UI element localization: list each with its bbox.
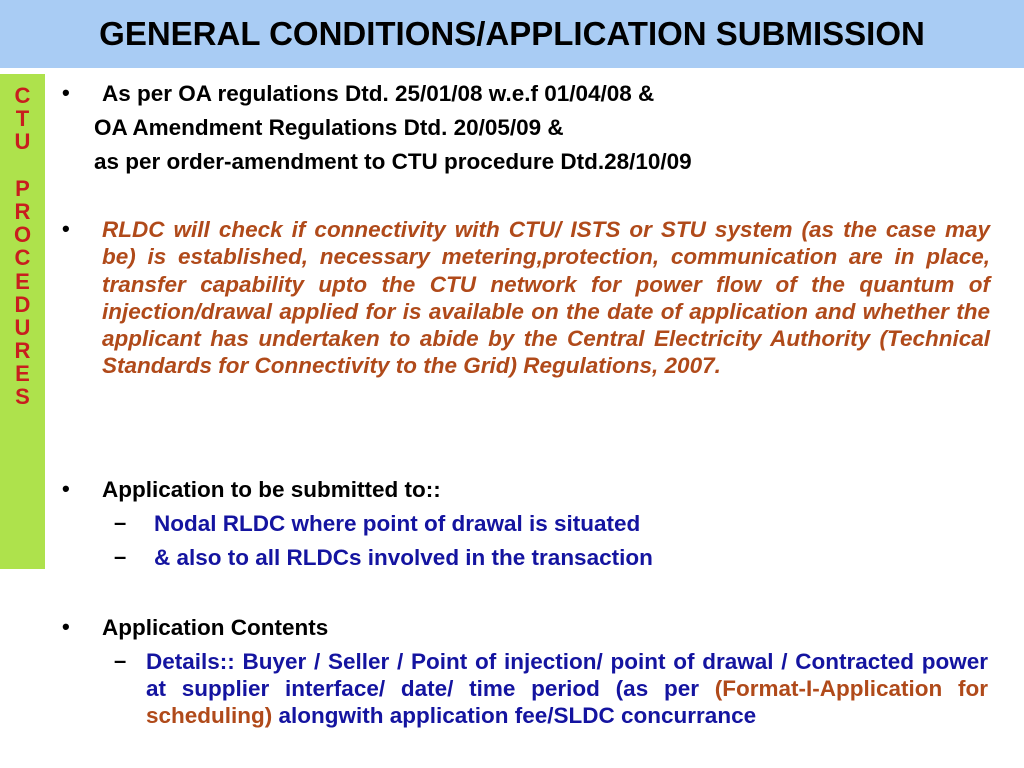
submission-heading: Application to be submitted to:: xyxy=(102,477,441,502)
slide-title: GENERAL CONDITIONS/APPLICATION SUBMISSION xyxy=(99,15,925,52)
side-letter-spacer xyxy=(0,154,45,177)
contents-details xyxy=(146,648,988,730)
side-letter: D xyxy=(14,291,31,317)
format-reference: (Format-I-Application for scheduling) xyxy=(146,676,988,729)
title-bar xyxy=(0,0,1024,68)
rldc-check-text: RLDC will check if connectivity with CTU/ ISTS or STU system (as the case may be) is established, necessary metering,protection, communication are in place, transfer capability upto the CTU network for power flow of the quantum of injection/drawal applied for is available on the date of application and whether the applicant has undertaken to abide by the Central Electricity Authority (Technical Standards for Connectivity to the Grid) Regulations, 2007. xyxy=(102,217,990,379)
sub-dash: – xyxy=(114,544,127,569)
contents-details-part3: alongwith application fee/SLDC concurrance xyxy=(272,703,757,729)
side-label-bar xyxy=(0,74,45,569)
side-letter: R xyxy=(14,198,31,224)
side-letter: S xyxy=(15,384,30,410)
bullet-symbol: • xyxy=(62,216,70,241)
side-letter: E xyxy=(15,268,30,294)
side-letter: U xyxy=(14,129,31,155)
regulations-line-3: as per order-amendment to CTU procedure Dtd.28/10/09 xyxy=(94,149,692,174)
side-letter: P xyxy=(15,175,30,201)
side-letter: U xyxy=(14,314,31,340)
bullet-symbol: • xyxy=(62,476,70,501)
regulations-line-1: As per OA regulations Dtd. 25/01/08 w.e.f 01/04/08 & xyxy=(102,81,655,106)
regulations-line-2: OA Amendment Regulations Dtd. 20/05/09 & xyxy=(94,115,564,140)
submission-nodal-rldc: Nodal RLDC where point of drawal is situated xyxy=(154,511,641,536)
sub-dash: – xyxy=(114,648,127,673)
side-letter: O xyxy=(13,222,32,248)
side-letter: T xyxy=(15,106,30,132)
sub-dash: – xyxy=(114,510,127,535)
bullet-symbol: • xyxy=(62,614,70,639)
side-letter: R xyxy=(14,338,31,364)
side-letter: C xyxy=(14,83,31,108)
submission-all-rldcs: & also to all RLDCs involved in the transaction xyxy=(154,545,653,570)
side-letter: E xyxy=(15,361,30,387)
side-letter: C xyxy=(14,245,31,271)
bullet-symbol: • xyxy=(62,80,70,105)
contents-details-part1: Details:: Buyer / Seller / Point of injection/ point of drawal / Contracted power at supplier interface/ date/ time period (as per xyxy=(146,649,988,702)
contents-heading: Application Contents xyxy=(102,615,329,640)
